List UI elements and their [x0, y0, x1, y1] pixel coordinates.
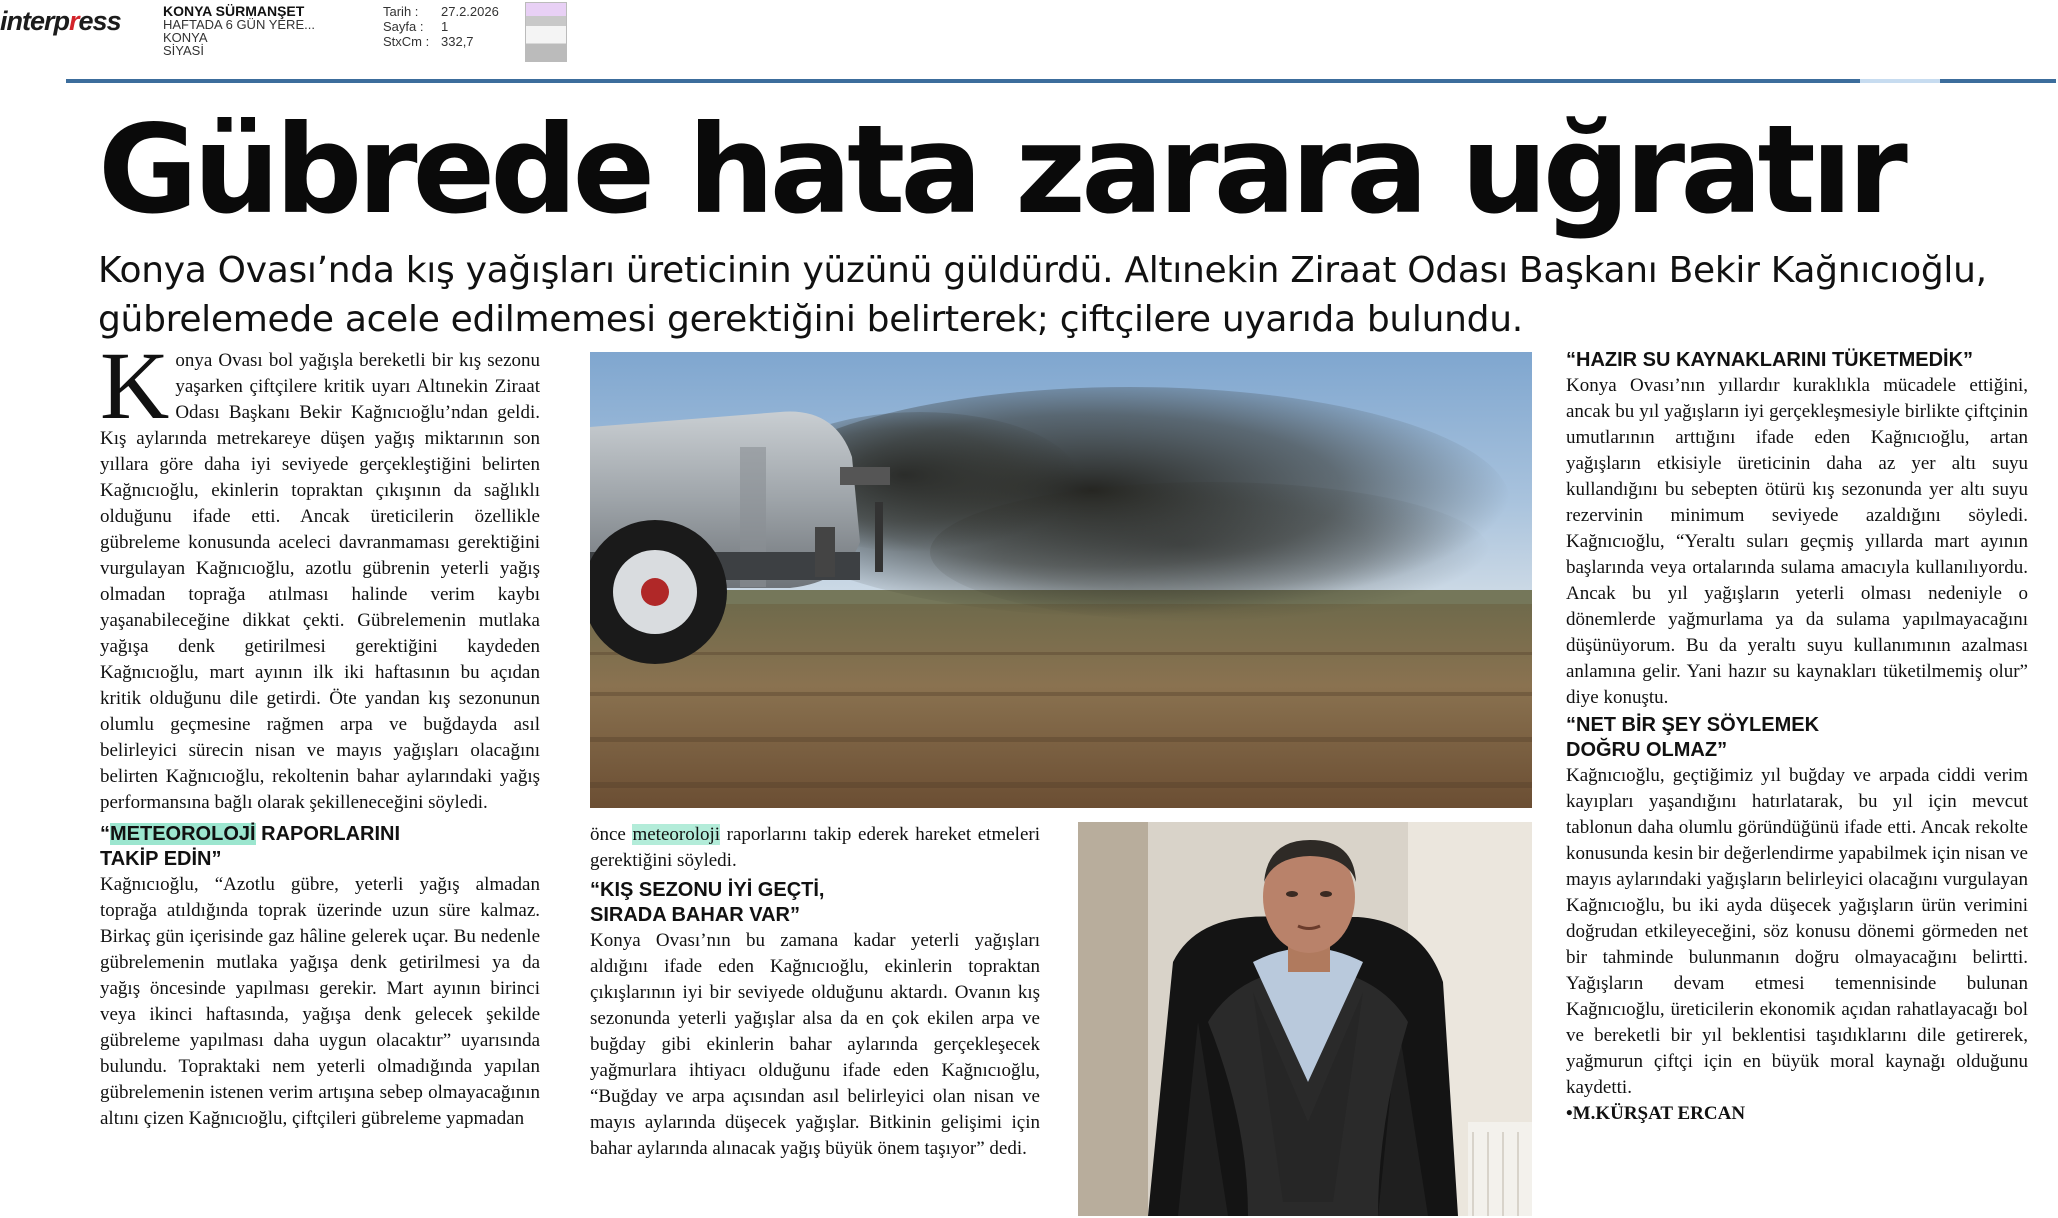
paragraph-gubre: Kağnıcıoğlu, “Azotlu gübre, yeterli yağış almadan toprağa atıldığında toprak üzerinde uzun süre kalmaz. Birkaç gün içerisinde gaz hâline gelerek uçar. Bu nedenle gübrelemenin mutlaka yağışa denk getirilmesi ya da yağış öncesinde yapılması gerekir. Mart ayının birinci veya ikinci haftasında, yağışa denk gelecek şekilde gübreleme yapılması daha uygun olacaktır” uyarısında bulundu. Topraktaki nem yeterli olmadığında yapılan gübrelemenin istenen verim artışına sebep olmayacağının altını çizen Kağnıcıoğlu, çiftçileri gübreleme yapmadan [100, 874, 540, 1129]
page-label: Sayfa : [383, 19, 424, 34]
date-label: Tarih : [383, 4, 419, 19]
stcm-label: StxCm : [383, 34, 430, 49]
article-column-3 [1566, 348, 2028, 1127]
paragraph-bahar: Konya Ovası’nın bu zamana kadar yeterli yağışları aldığını ifade eden Kağnıcıoğlu, ekinlerin topraktan çıkışlarının iyi bir seviyede olduğunu aktardı. Ovanın kış sezonunda yeterli yağışlar alsa da en çok ekilen arpa ve buğday gibi ekinlerin bahar aylarında gerçekleşecek yağmurlara ihtiyacı olduğunu ifade eden Kağnıcıoğlu, “Buğday ve arpa açısından asıl belirleyici olan nisan ve mayıs aylarında düşecek yağışlar. Bitkinin gelişimi için bahar aylarında alınacak yağış büyük önem taşıyor” dedi. [590, 930, 1040, 1159]
publication-info [163, 5, 315, 57]
publication-category: SİYASİ [163, 43, 204, 58]
subheadline: Konya Ovası’nda kış yağışları üreticinin yüzünü güldürdü. Altınekin Ziraat Odası Başkanı Bekir Kağnıcıoğlu, gübrelemede acele edilmemesi gerektiğini belirterek; çiftçilere uyarıda bulundu. [98, 250, 1987, 340]
paragraph-continued: önce meteoroloji raporlarını takip ederek hareket etmeleri gerektiğini söyledi. [590, 824, 1040, 871]
section-heading-net-bir-sey: “NET BİR ŞEY SÖYLEMEK DOĞRU OLMAZ” [1566, 714, 1820, 761]
photo-fertilizer-spreader [590, 352, 1532, 808]
stcm-value: 332,7 [441, 34, 474, 49]
byline: •M.KÜRŞAT ERCAN [1566, 1103, 1746, 1124]
drop-cap: K [100, 332, 170, 439]
headline: Gübrede hata zarara uğratır [98, 99, 1903, 241]
publication-frequency: HAFTADA 6 GÜN YERE... [163, 17, 315, 32]
publication-name: KONYA SÜRMANŞET [163, 3, 305, 19]
header-divider [66, 79, 2056, 83]
photo-portrait-kagnicioglu [1078, 822, 1532, 1216]
paragraph-rekolte: Kağnıcıoğlu, geçtiğimiz yıl buğday ve arpada ciddi verim kayıpları yaşandığını hatırlatarak, bu yıl için mevcut tablonun daha olumlu göründüğünü ifade etti. Ancak rekolte konusunda kesin bir değerlendirme yapabilmek için nisan ve mayıs aylarındaki yağışların belirleyici olacağını vurgulayan Kağnıcıoğlu, bu iki ayda düşecek yağışların ürün verimini doğrudan etkileyeceğini, söz konusu dönemi görmeden net bir tahminde bulunmanın doğru olmayacağını belirtti. Yağışların devam etmesi temennisinde bulunan Kağnıcıoğlu, üreticilerin ekonomik açıdan rahatlayacağı bol ve bereketli bir yıl beklentisi taşıdıklarını dile getirerek, yağmurun çiftçi için en büyük moral kaynağı olduğunu kaydetti. [1566, 765, 2028, 1098]
article-column-2 [590, 822, 1040, 1162]
publication-city: KONYA [163, 30, 208, 45]
paragraph-intro: Konya Ovası bol yağışla bereketli bir kış sezonu yaşarken çiftçilere kritik uyarı Altınekin Ziraat Odası Başkanı Bekir Kağnıcıoğlu’ndan geldi. Kış aylarında metrekareye düşen yağış miktarının son yıllara göre daha iyi seviyede gerçekleştiğini belirten Kağnıcıoğlu, ekinlerin topraktan çıkışının da sağlıklı olduğunu ifade etti. Ancak üreticilerin özellikle gübreleme konusunda aceleci davranmaması gerektiğini vurgulayan Kağnıcıoğlu, azotlu gübrenin yeterli yağış olmadan toprağa atılması halinde verim kaybı yaşanabileceğine dikkat çekti. Gübrelemenin mutlaka yağışa denk getirilmesi gerektiğini kaydeden Kağnıcıoğlu, mart ayının ilk iki haftasının bu açıdan kritik olduğunu dile getirdi. Öte yandan kış sezonunun olumlu geçmesine rağmen arpa ve buğdayda asıl belirleyici sürecin nisan ve mayıs yağışları olacağını belirten Kağnıcıoğlu, rekoltenin bahar aylarındaki yağış performansına bağlı olarak şekilleneceğini söyledi. [100, 332, 540, 813]
section-heading-su-kaynaklari: “HAZIR SU KAYNAKLARINI TÜKETMEDİK” [1566, 349, 1974, 371]
highlight-term: meteoroloji [632, 824, 721, 845]
article-column-1 [100, 332, 540, 1132]
header-divider-accent [1860, 79, 1940, 83]
section-heading-meteoroloji: “METEOROLOJİ RAPORLARINI TAKİP EDİN” [100, 823, 401, 870]
clipping-header [0, 0, 2058, 80]
date-value: 27.2.2026 [441, 4, 499, 19]
section-heading-kis-sezonu: “KIŞ SEZONU İYİ GEÇTİ, SIRADA BAHAR VAR” [590, 879, 825, 926]
highlight-term: METEOROLOJİ [110, 823, 256, 845]
page-thumbnail[interactable] [525, 2, 567, 62]
page-value: 1 [441, 19, 449, 34]
interpress-logo: interpress [0, 6, 121, 36]
paragraph-su: Konya Ovası’nın yıllardır kuraklıkla mücadele ettiğini, ancak bu yıl yağışların iyi gerçekleşmesiyle birlikte çiftçinin umutlarının arttığını ifade eden Kağnıcıoğlu, artan yağışların etkisiyle üreticinin daha az yer altı suyu kullandığını bu sebepten ötürü kış sezonunda yer altı suyu rezervinin minimum seviyede azaldığını söyledi. Kağnıcıoğlu, “Yeraltı suları geçmiş yıllarda mart ayının başlarında veya ortalarında sulama amacıyla kullanılıyordu. Ancak bu yıl yağışların yeterli olması nedeniyle o dönemlerde yağmurlama ya da sulama yapılmayacağını düşünüyorum. Bu da yeraltı suyu kullanımının azalması anlamına gelir. Yani hazır su kaynakları tüketilmemiş olur” diye konuştu. [1566, 375, 2028, 708]
clipping-meta [383, 4, 499, 49]
